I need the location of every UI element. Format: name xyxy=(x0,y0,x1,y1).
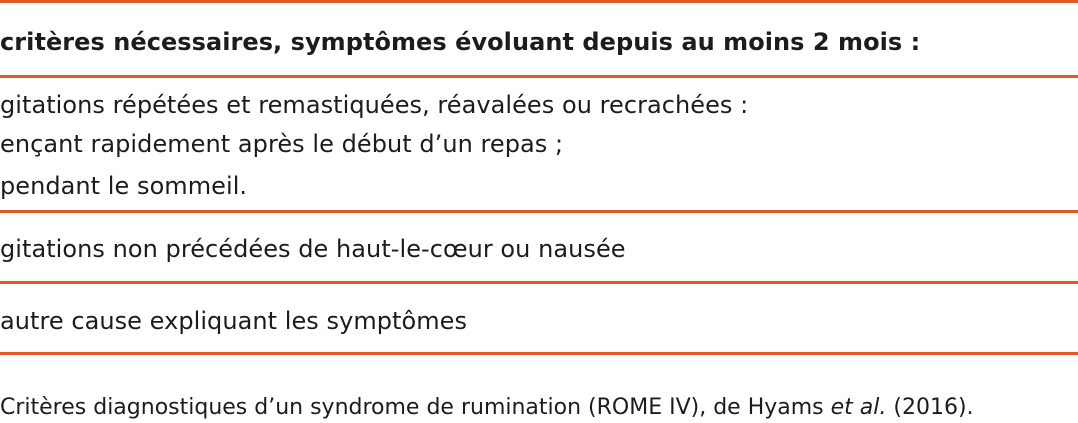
table-caption xyxy=(0,394,974,422)
row-1-bottom-rule xyxy=(0,210,1078,213)
caption-italic: et al. xyxy=(830,395,887,420)
table-top-rule xyxy=(0,0,1078,3)
caption-text: Critères diagnostiques d’un syndrome de rumination (ROME IV), de Hyams xyxy=(0,395,831,420)
caption-year: (2016). xyxy=(886,395,974,420)
header-bottom-rule xyxy=(0,75,1078,78)
table-bottom-rule xyxy=(0,352,1078,355)
row-3-line-1: autre cause expliquant les symptômes xyxy=(0,307,468,335)
row-1-line-1: gitations répétées et remastiquées, réavalées ou recrachées : xyxy=(0,91,749,119)
row-2-line-1: gitations non précédées de haut-le-cœur ou nausée xyxy=(0,235,626,263)
row-2-bottom-rule xyxy=(0,281,1078,284)
row-1-line-3: pendant le sommeil. xyxy=(0,172,248,200)
row-1-line-2: ençant rapidement après le début d’un repas ; xyxy=(0,130,564,158)
table-header: critères nécessaires, symptômes évoluant depuis au moins 2 mois : xyxy=(0,28,921,56)
